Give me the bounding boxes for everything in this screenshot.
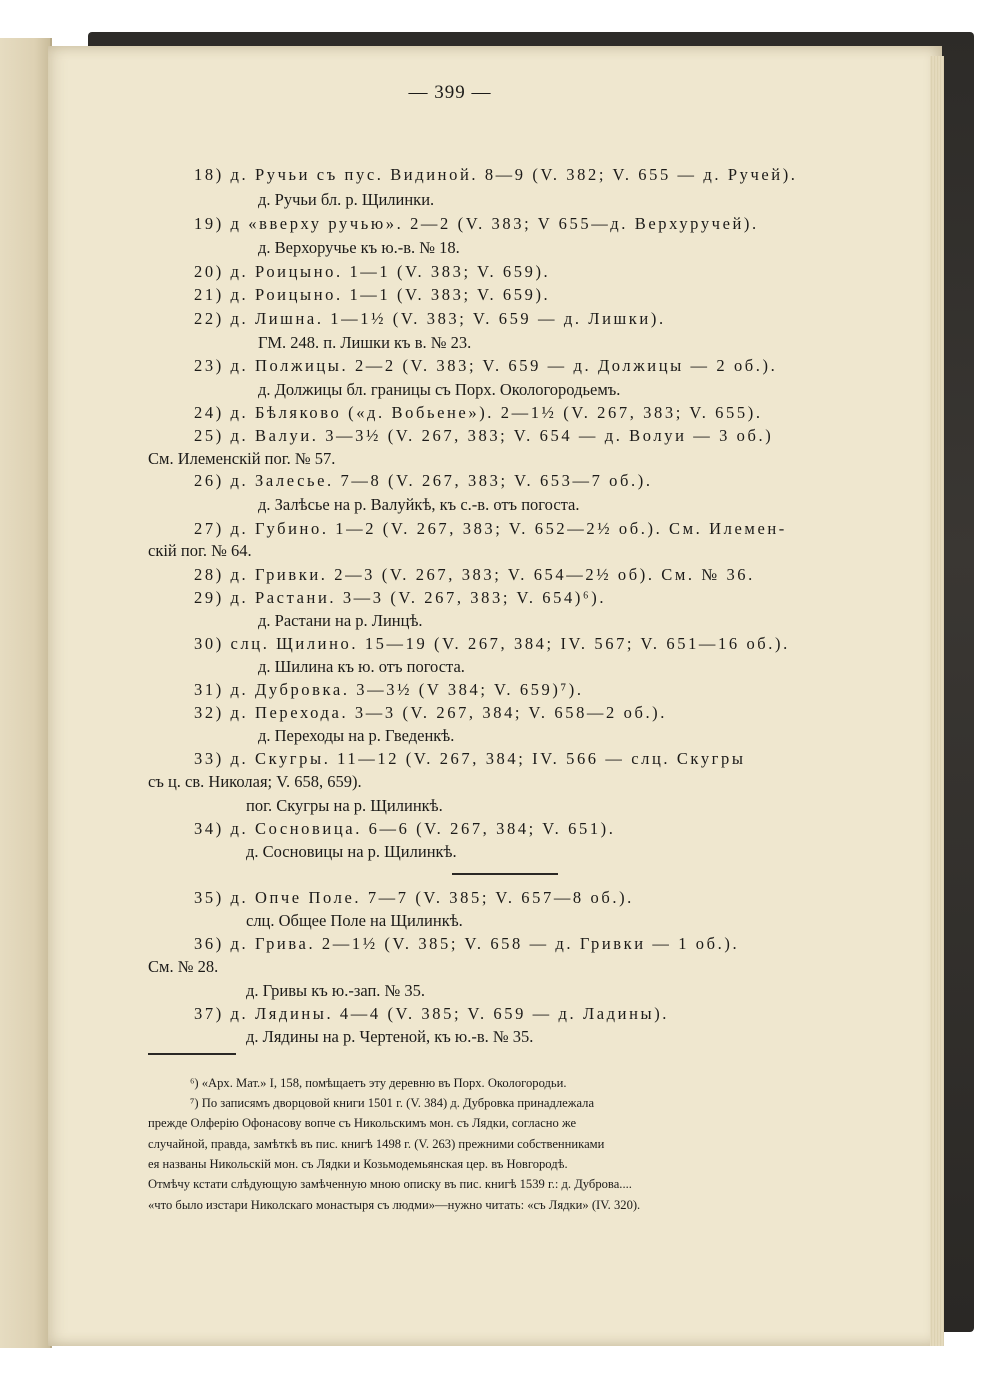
entry-line: д. Переходы на р. Гведенкѣ. bbox=[258, 726, 455, 745]
footnote-line: ⁶) «Арх. Мат.» I, 158, помѣщаетъ эту деревню въ Порх. Окологородьи. bbox=[190, 1076, 567, 1090]
entry-line: 35) д. Опче Поле. 7—7 (V. 385; V. 657—8 об.). bbox=[194, 888, 634, 907]
entry-line: д. Верхоручье къ ю.-в. № 18. bbox=[258, 238, 460, 257]
footnote-line: ⁷) По записямъ дворцовой книги 1501 г. (V. 384) д. Дубровка принадлежала bbox=[190, 1096, 595, 1110]
entry-line: пог. Скугры на р. Щилинкѣ. bbox=[246, 796, 443, 815]
entry-line: 25) д. Валуи. 3—3½ (V. 267, 383; V. 654 — д. Волуи — 3 об.) bbox=[194, 426, 774, 445]
entry-line: 32) д. Перехода. 3—3 (V. 267, 384; V. 658—2 об.). bbox=[194, 703, 667, 722]
entry-line: д. Залѣсье на р. Валуйкѣ, къ с.-в. отъ погоста. bbox=[258, 495, 580, 514]
entry-line: д. Гривы къ ю.-зап. № 35. bbox=[246, 981, 426, 1000]
entry-line: 19) д «вверху ручью». 2—2 (V. 383; V 655—д. Верхуручей). bbox=[194, 214, 759, 233]
footnote-line: Отмѣчу кстати слѣдующую замѣченную мною описку въ пис. книгѣ 1539 г.: д. Дуброва.... bbox=[148, 1177, 632, 1191]
entry-line: 30) слц. Щилино. 15—19 (V. 267, 384; IV. 567; V. 651—16 об.). bbox=[194, 634, 790, 653]
entry-line: д. Ручьи бл. р. Щилинки. bbox=[258, 190, 435, 209]
facing-page-edge bbox=[0, 38, 52, 1348]
entry-line: 27) д. Губино. 1—2 (V. 267, 383; V. 652—2½ об.). См. Илемен- bbox=[194, 519, 787, 538]
entry-line: д. Растани на р. Линцѣ. bbox=[258, 611, 423, 630]
entry-line: 26) д. Залесье. 7—8 (V. 267, 383; V. 653—7 об.). bbox=[194, 471, 653, 490]
footnote-line: «что было изстари Николскаго монастыря съ людми»—нужно читать: «съ Лядки» (IV. 320). bbox=[148, 1198, 641, 1212]
entry-line: 31) д. Дубровка. 3—3½ (V 384; V. 659)⁷). bbox=[194, 680, 584, 699]
footnote-line: прежде Олферію Офонасову вопче съ Никольскимъ мон. съ Лядки, согласно же bbox=[148, 1116, 577, 1130]
entry-line: 28) д. Гривки. 2—3 (V. 267, 383; V. 654—2½ об). См. № 36. bbox=[194, 565, 755, 584]
entry-line: 23) д. Полжицы. 2—2 (V. 383; V. 659 — д. Должицы — 2 об.). bbox=[194, 356, 778, 375]
entry-line: См. Илеменскій пог. № 57. bbox=[148, 449, 336, 468]
entry-line: 20) д. Роицыно. 1—1 (V. 383; V. 659). bbox=[194, 262, 551, 281]
entry-line: 24) д. Бѣляково («д. Вобьене»). 2—1½ (V. 267, 383; V. 655). bbox=[194, 403, 763, 422]
entry-line: д. Лядины на р. Чертеной, къ ю.-в. № 35. bbox=[246, 1027, 534, 1046]
entry-line: съ ц. св. Николая; V. 658, 659). bbox=[148, 772, 362, 791]
entry-line: 33) д. Скугры. 11—12 (V. 267, 384; IV. 566 — слц. Скугры bbox=[194, 749, 746, 768]
footnote-line: случайной, правда, замѣткѣ въ пис. книгѣ 1498 г. (V. 263) прежними собственниками bbox=[148, 1137, 605, 1151]
entry-line: д. Шилина къ ю. отъ погоста. bbox=[258, 657, 465, 676]
section-divider bbox=[452, 873, 558, 875]
entry-line: 18) д. Ручьи съ пус. Видиной. 8—9 (V. 382; V. 655 — д. Ручей). bbox=[194, 165, 798, 184]
entry-line: скій пог. № 64. bbox=[148, 541, 252, 560]
entry-line: 37) д. Лядины. 4—4 (V. 385; V. 659 — д. Ладины). bbox=[194, 1004, 670, 1023]
entry-line: д. Сосновицы на р. Щилинкѣ. bbox=[246, 842, 457, 861]
entry-line: 22) д. Лишна. 1—1½ (V. 383; V. 659 — д. Лишки). bbox=[194, 309, 666, 328]
entry-line: 34) д. Сосновица. 6—6 (V. 267, 384; V. 651). bbox=[194, 819, 616, 838]
entry-line: д. Должицы бл. границы съ Порх. Окологородьемъ. bbox=[258, 380, 621, 399]
entry-line: 36) д. Грива. 2—1½ (V. 385; V. 658 — д. Гривки — 1 об.). bbox=[194, 934, 740, 953]
entry-line: ГМ. 248. п. Лишки къ в. № 23. bbox=[258, 333, 472, 352]
footnote-divider bbox=[148, 1053, 236, 1055]
entry-line: слц. Общее Поле на Щилинкѣ. bbox=[246, 911, 463, 930]
entry-line: 21) д. Роицыно. 1—1 (V. 383; V. 659). bbox=[194, 285, 551, 304]
page-stack-edge bbox=[930, 56, 944, 1346]
page-number: — 399 — bbox=[408, 82, 492, 103]
footnote-line: ея названы Никольскій мон. съ Лядки и Козьмодемьянская цер. въ Новгородѣ. bbox=[148, 1157, 568, 1171]
entry-line: См. № 28. bbox=[148, 957, 219, 976]
entry-line: 29) д. Растани. 3—3 (V. 267, 383; V. 654)⁶). bbox=[194, 588, 607, 607]
